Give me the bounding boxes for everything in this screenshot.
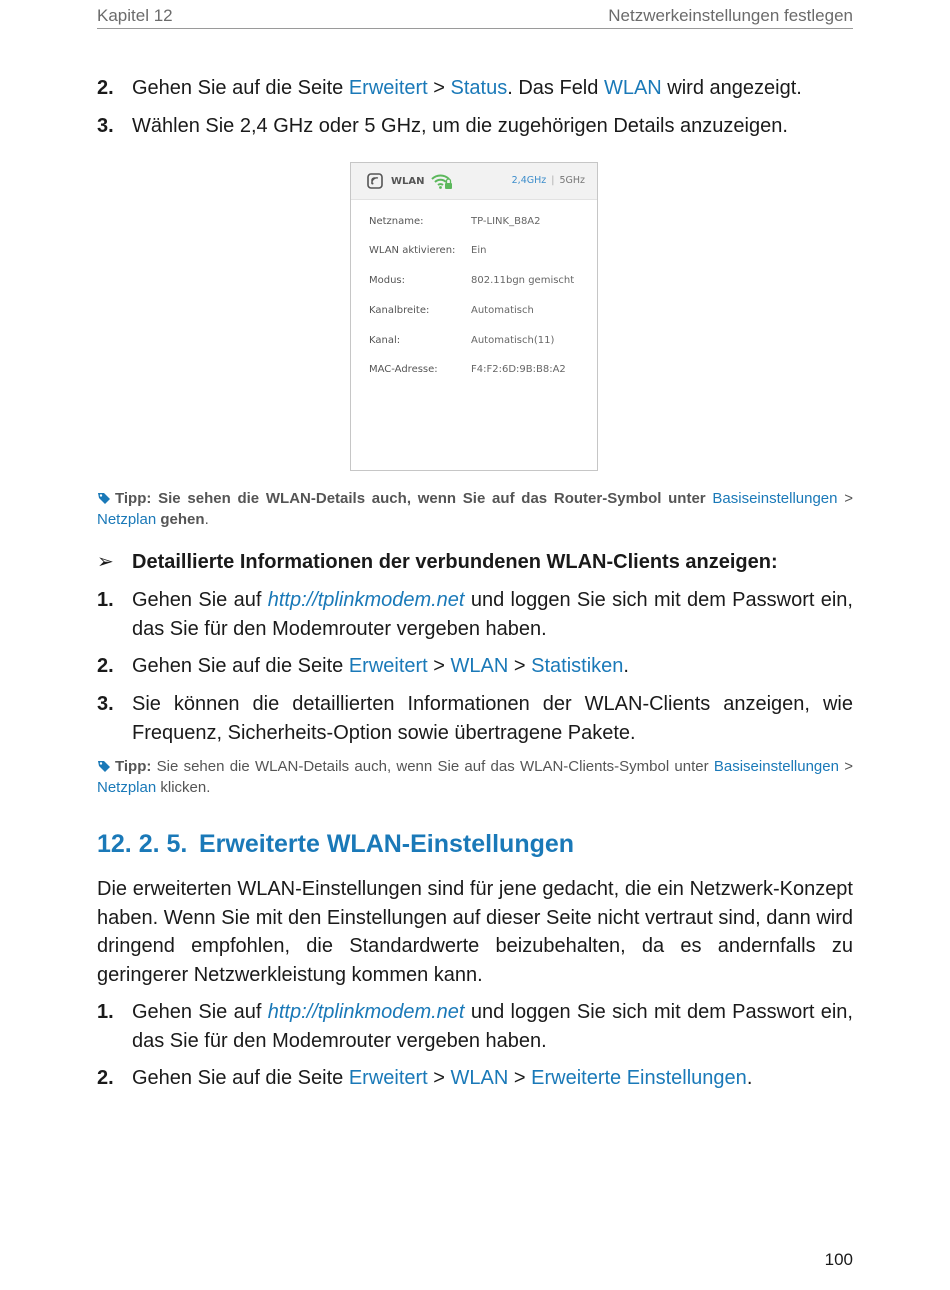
- tag-icon: [97, 759, 111, 773]
- step-number: 1.: [97, 1001, 114, 1023]
- heading-text: Detaillierte Informationen der verbundenen WLAN-Clients anzeigen:: [132, 551, 778, 573]
- link-erweitert[interactable]: Erweitert: [348, 1067, 428, 1089]
- separator: >: [427, 77, 451, 99]
- row-key: Kanalbreite:: [369, 305, 430, 316]
- step-text: Gehen Sie auf die Seite: [132, 77, 349, 99]
- band-5ghz-tab[interactable]: 5GHz: [559, 175, 585, 186]
- step-2-advanced: [97, 1064, 853, 1093]
- band-separator: |: [551, 175, 555, 186]
- link-tplinkmodem[interactable]: http://tplinkmodem.net: [267, 589, 465, 611]
- step-number: 2.: [97, 77, 114, 99]
- step-text: .: [623, 655, 629, 677]
- link-erweitert[interactable]: Erweitert: [348, 77, 428, 99]
- wlan-status-panel: [350, 162, 598, 471]
- section-number: 12. 2. 5.: [97, 830, 188, 858]
- row-value: Automatisch: [471, 305, 534, 316]
- row-key: Netzname:: [369, 216, 424, 227]
- row-key: WLAN aktivieren:: [369, 245, 456, 256]
- link-netzplan[interactable]: Netzplan: [97, 511, 157, 528]
- step-3-clients: [97, 690, 853, 747]
- page-number: 100: [824, 1250, 853, 1269]
- row-value: Ein: [471, 245, 487, 256]
- step-1-login: [97, 586, 853, 643]
- panel-header: [351, 163, 597, 200]
- row-key: Kanal:: [369, 335, 401, 346]
- separator: >: [508, 655, 532, 677]
- separator: >: [508, 1067, 532, 1089]
- tip-clients-symbol: [97, 756, 853, 798]
- separator: >: [838, 758, 853, 775]
- step-number: 2.: [97, 1067, 114, 1089]
- step-number: 2.: [97, 655, 114, 677]
- step-2-status: [97, 74, 853, 103]
- row-value: Automatisch(11): [471, 335, 555, 346]
- tag-icon: [97, 491, 111, 505]
- link-statistiken[interactable]: Statistiken: [531, 655, 624, 677]
- link-status[interactable]: Status: [450, 77, 508, 99]
- step-3-band: [97, 112, 853, 141]
- tip-text: .: [204, 511, 209, 528]
- chapter-label: Kapitel 12: [97, 6, 173, 25]
- step-2-statistiken: [97, 652, 853, 681]
- tip-label: Tipp:: [115, 758, 152, 775]
- chapter-title: Netzwerkeinstellungen festlegen: [608, 6, 853, 25]
- step-text: Gehen Sie auf: [132, 589, 268, 611]
- separator: >: [427, 655, 451, 677]
- step-text: Gehen Sie auf: [132, 1001, 268, 1023]
- band-selector: [512, 175, 585, 186]
- step-text: Sie können die detaillierten Informationen der WLAN-Clients anzeigen, wie Frequenz, Sicherheits-Option sowie übertragene Pakete.: [132, 693, 853, 744]
- arrow-bullet-icon: ➢: [97, 551, 114, 573]
- separator: >: [427, 1067, 451, 1089]
- tip-text: klicken.: [156, 779, 211, 796]
- link-wlan[interactable]: WLAN: [450, 655, 509, 677]
- step-text: wird angezeigt.: [661, 77, 802, 99]
- row-value: 802.11bgn gemischt: [471, 275, 575, 286]
- step-text: Gehen Sie auf die Seite: [132, 655, 349, 677]
- link-netzplan[interactable]: Netzplan: [97, 779, 157, 796]
- link-erweitert[interactable]: Erweitert: [348, 655, 428, 677]
- step-text: Gehen Sie auf die Seite: [132, 1067, 349, 1089]
- separator: >: [837, 490, 854, 507]
- step-number: 3.: [97, 115, 114, 137]
- intro-paragraph: Die erweiterten WLAN-Einstellungen sind für jene gedacht, die ein Netzwerk-Konzept haben. Wenn Sie mit den Einstellungen auf dieser Seite nicht vertraut sind, dann wird dringend empfohlen, die Standardwerte beizubehalten, da es andernfalls zu geringerer Netzwerkleistung kommen kann.: [97, 878, 853, 986]
- step-1-login-2: [97, 998, 853, 1055]
- tip-router-symbol: [97, 488, 853, 530]
- step-text: . Das Feld: [507, 77, 604, 99]
- row-value: F4:F2:6D:9B:B8:A2: [471, 364, 566, 375]
- link-wlan[interactable]: WLAN: [603, 77, 662, 99]
- section-title: [97, 830, 574, 859]
- link-erweiterte-einstellungen[interactable]: Erweiterte Einstellungen: [531, 1067, 747, 1089]
- step-text: und loggen Sie sich mit dem Passwort ein, das Sie für den Modemrouter vergeben haben.: [132, 1001, 853, 1052]
- panel-title: WLAN: [391, 176, 425, 187]
- row-key: Modus:: [369, 275, 406, 286]
- link-basiseinstellungen[interactable]: Basiseinstellungen: [713, 758, 839, 775]
- band-24ghz-tab[interactable]: 2,4GHz: [511, 175, 547, 186]
- row-key: MAC-Adresse:: [369, 364, 438, 375]
- row-value: TP-LINK_B8A2: [471, 216, 541, 227]
- page-header: [97, 4, 853, 29]
- link-wlan[interactable]: WLAN: [450, 1067, 509, 1089]
- tip-text: Tipp: Sie sehen die WLAN-Details auch, wenn Sie auf das Router-Symbol unter: [115, 490, 706, 507]
- tip-text: Sie sehen die WLAN-Details auch, wenn Sie auf das WLAN-Clients-Symbol unter: [151, 758, 714, 775]
- section-heading: Erweiterte WLAN-Einstellungen: [199, 830, 575, 858]
- clients-heading: [97, 548, 853, 576]
- step-text: Wählen Sie 2,4 GHz oder 5 GHz, um die zugehörigen Details anzuzeigen.: [132, 115, 788, 137]
- step-number: 3.: [97, 693, 114, 715]
- step-number: 1.: [97, 589, 114, 611]
- link-basiseinstellungen[interactable]: Basiseinstellungen: [712, 490, 838, 507]
- wifi-lock-icon: [431, 172, 453, 190]
- step-text: .: [746, 1067, 753, 1089]
- link-tplinkmodem[interactable]: http://tplinkmodem.net: [267, 1001, 465, 1023]
- step-text: und loggen Sie sich mit dem Passwort ein, das Sie für den Modemrouter vergeben haben.: [132, 589, 853, 640]
- wlan-doc-icon: [367, 173, 383, 189]
- tip-text: gehen: [160, 511, 205, 528]
